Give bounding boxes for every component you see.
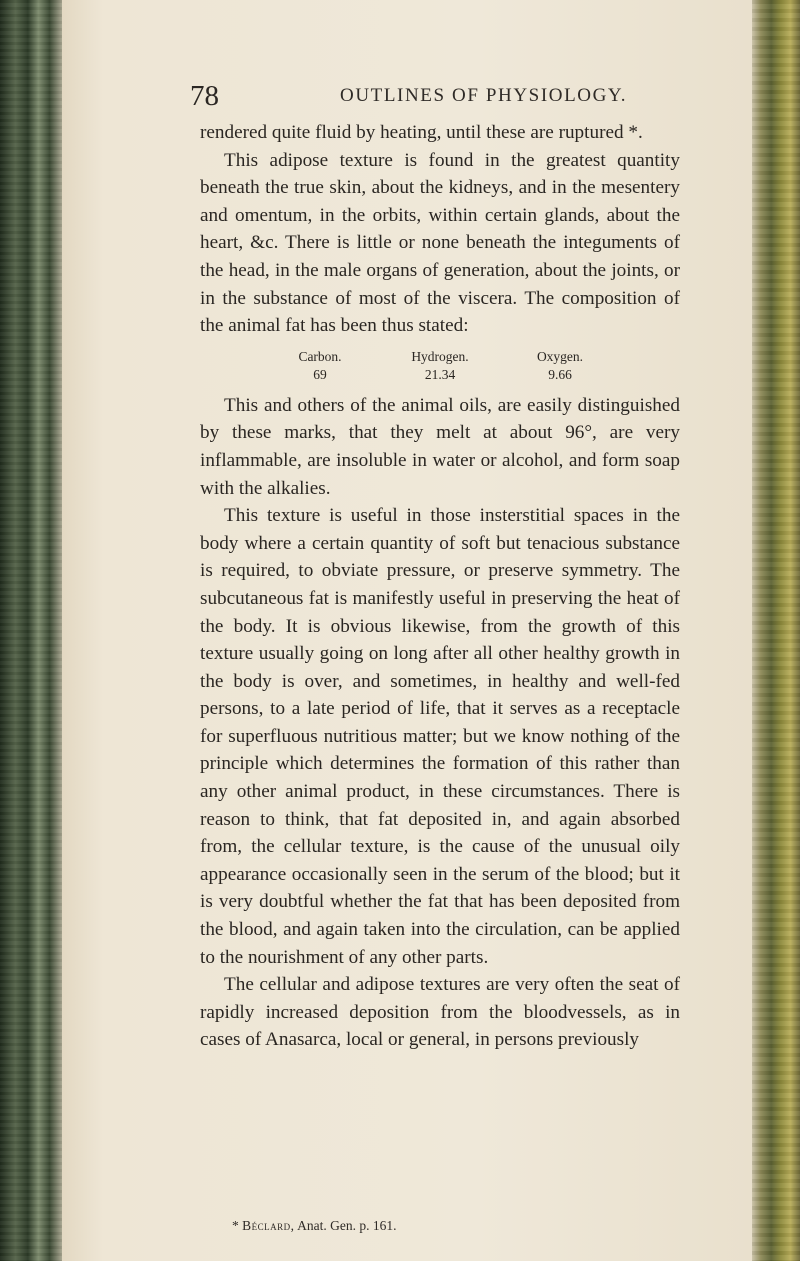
book-fore-edge — [752, 0, 800, 1261]
paragraph-texture-uses: This texture is useful in those insterstitial spaces in the body where a certain quantity of soft but tenacious substance is required, to obviate pressure, or preserve symmetry. The subcutaneous fat is manifestly useful in preserving the heat of the body. It is obvious likewise, from the growth of this texture usually going on long after all other healthy growth in the body is over, and sometimes, in healthy and well-fed persons, to a late period of life, that it serves as a receptacle for superfluous nutritious matter; but we know nothing of the principle which determines the formation of this rather than any other animal product, in these circumstances. There is reason to think, that fat deposited in, and again absorbed from, the cellular texture, is the cause of the unusual oily appearance occasionally seen in the serum of the blood; but it is very doubtful whether the fat that has been deposited from the blood, and again taken into the circulation, can be applied to the nourishment of any other parts. — [200, 505, 680, 968]
composition-table — [260, 348, 620, 384]
paragraph-adipose-location: This adipose texture is found in the greatest quantity beneath the true skin, about the kidneys, and in the mesentery and omentum, in the orbits, within certain glands, about the heart, &c. There is little or none beneath the integuments of the head, in the male organs of generation, about the joints, or in the substance of most of the viscera. The composition of the animal fat has been thus stated: — [200, 149, 680, 337]
page-number: 78 — [190, 80, 219, 112]
paragraph-animal-oils: This and others of the animal oils, are easily distinguished by these marks, that they melt at about 96°, are very inflammable, are insoluble in water or alcohol, and form soap with the alkalies. — [200, 394, 680, 499]
book-spine-edge — [0, 0, 62, 1261]
composition-header-oxygen: Oxygen. — [536, 348, 584, 364]
composition-header-row — [260, 348, 620, 366]
body-text — [200, 119, 680, 1054]
composition-header-carbon: Carbon. — [298, 348, 342, 364]
composition-value-row — [260, 366, 620, 384]
composition-value-carbon: 69 — [313, 366, 327, 382]
footnote-citation: Anat. Gen. p. 161. — [297, 1218, 397, 1233]
footnote-marker: * — [232, 1218, 239, 1233]
page-header — [190, 78, 680, 114]
paragraph-deposition: The cellular and adipose textures are very often the seat of rapidly increased deposition from the bloodvessels, as in cases of Anasarca, local or general, in persons previously — [200, 974, 680, 1051]
book-page — [62, 0, 752, 1261]
composition-value-oxygen: 9.66 — [548, 366, 572, 382]
footnote — [232, 1216, 672, 1236]
running-head: OUTLINES OF PHYSIOLOGY. — [340, 85, 628, 106]
footnote-author: Béclard, — [242, 1218, 295, 1233]
composition-header-hydrogen: Hydrogen. — [411, 348, 469, 364]
composition-value-hydrogen: 21.34 — [424, 366, 456, 382]
paragraph-continued: rendered quite fluid by heating, until these are ruptured *. — [200, 122, 643, 143]
